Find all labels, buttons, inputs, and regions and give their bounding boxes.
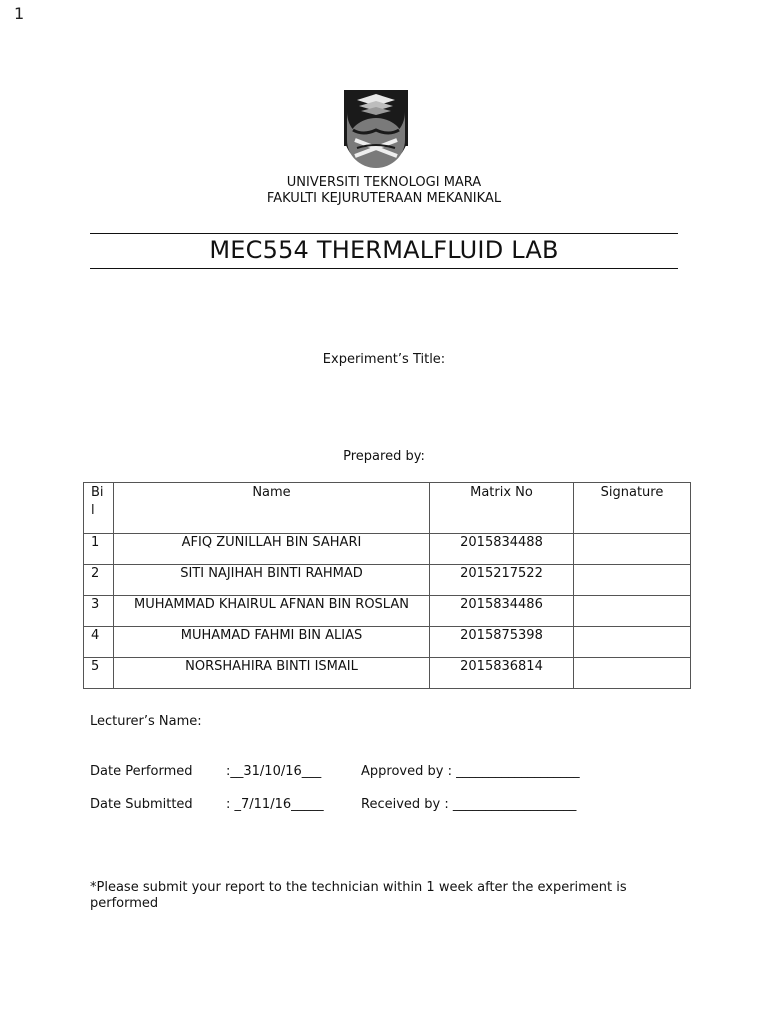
row-signature bbox=[574, 596, 691, 627]
received-by-field: Received by : ___________________ bbox=[361, 797, 577, 812]
row-name: MUHAMAD FAHMI BIN ALIAS bbox=[114, 627, 430, 658]
title-rule-bottom bbox=[90, 268, 678, 269]
row-matrix: 2015836814 bbox=[430, 658, 574, 689]
row-name: MUHAMMAD KHAIRUL AFNAN BIN ROSLAN bbox=[114, 596, 430, 627]
experiment-title-label: Experiment’s Title: bbox=[322, 352, 446, 367]
faculty-name: FAKULTI KEJURUTERAAN MEKANIKAL bbox=[266, 191, 502, 206]
row-bil: 2 bbox=[84, 565, 114, 596]
date-submitted-value: : _7/11/16_____ bbox=[226, 797, 324, 812]
row-signature bbox=[574, 534, 691, 565]
row-name: NORSHAHIRA BINTI ISMAIL bbox=[114, 658, 430, 689]
table-row bbox=[84, 658, 691, 689]
row-signature bbox=[574, 627, 691, 658]
row-signature bbox=[574, 658, 691, 689]
page-number: 1 bbox=[14, 4, 25, 23]
row-bil: 5 bbox=[84, 658, 114, 689]
submission-note-line1: *Please submit your report to the technician within 1 week after the experiment is bbox=[90, 880, 627, 895]
university-logo-icon bbox=[343, 90, 409, 168]
date-performed-value: :__31/10/16___ bbox=[226, 764, 322, 779]
table-row bbox=[84, 565, 691, 596]
approved-by-field: Approved by : ___________________ bbox=[361, 764, 580, 779]
title-rule-top bbox=[90, 233, 678, 234]
row-bil: 3 bbox=[84, 596, 114, 627]
column-header-matrix: Matrix No bbox=[430, 483, 574, 534]
table-header-row bbox=[84, 483, 691, 534]
row-bil: 4 bbox=[84, 627, 114, 658]
row-name: SITI NAJIHAH BINTI RAHMAD bbox=[114, 565, 430, 596]
date-submitted-label: Date Submitted bbox=[90, 797, 193, 812]
university-name: UNIVERSITI TEKNOLOGI MARA bbox=[286, 175, 482, 190]
table-row bbox=[84, 596, 691, 627]
prepared-by-label: Prepared by: bbox=[343, 449, 425, 464]
table-row bbox=[84, 534, 691, 565]
lecturer-name-label: Lecturer’s Name: bbox=[90, 714, 202, 729]
row-matrix: 2015217522 bbox=[430, 565, 574, 596]
column-header-name: Name bbox=[114, 483, 430, 534]
course-title: MEC554 THERMALFLUID LAB bbox=[209, 236, 559, 264]
submission-note-line2: performed bbox=[90, 896, 159, 911]
row-bil: 1 bbox=[84, 534, 114, 565]
row-matrix: 2015875398 bbox=[430, 627, 574, 658]
row-matrix: 2015834486 bbox=[430, 596, 574, 627]
members-table bbox=[83, 482, 691, 689]
column-header-signature: Signature bbox=[574, 483, 691, 534]
date-performed-label: Date Performed bbox=[90, 764, 193, 779]
row-name: AFIQ ZUNILLAH BIN SAHARI bbox=[114, 534, 430, 565]
row-matrix: 2015834488 bbox=[430, 534, 574, 565]
row-signature bbox=[574, 565, 691, 596]
column-header-bil: Bil bbox=[84, 483, 114, 534]
table-row bbox=[84, 627, 691, 658]
